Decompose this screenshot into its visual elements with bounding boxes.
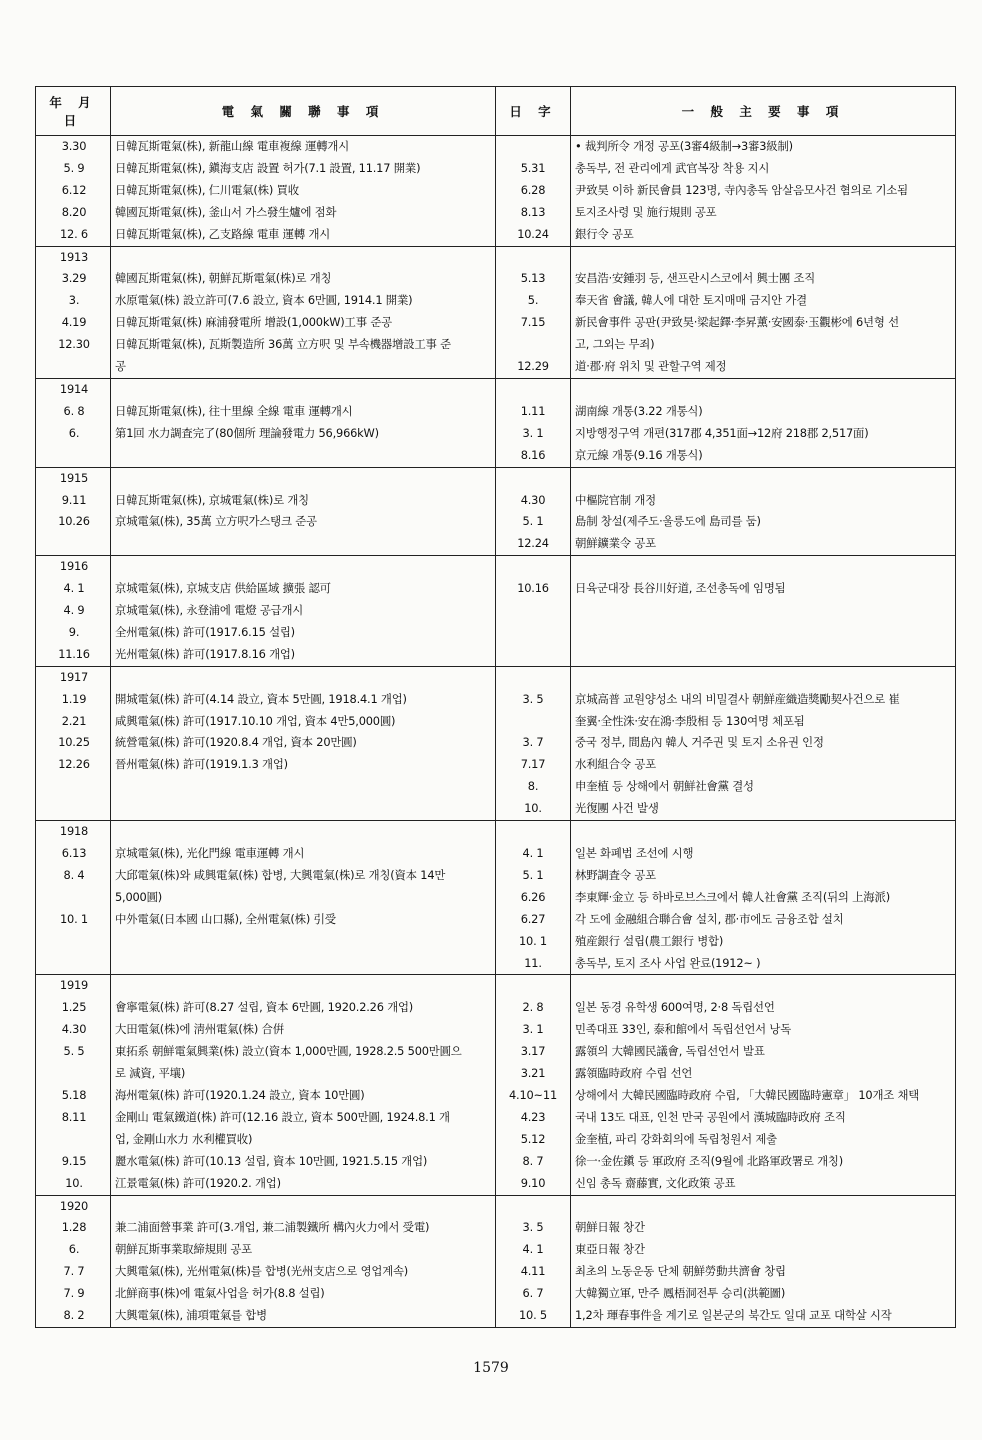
cell-date: 8.11 bbox=[36, 1107, 111, 1129]
cell-date: 8. 4 bbox=[36, 865, 111, 887]
cell-day: 6.28 bbox=[496, 180, 571, 202]
cell-electric-event: 咸興電氣(株) 許可(1917.10.10 개업, 資本 4만5,000圓) bbox=[111, 711, 496, 733]
cell-electric-event: 麗水電氣(株) 許可(10.13 설립, 資本 10만圓, 1921.5.15 개업) bbox=[111, 1151, 496, 1173]
cell-date: 3. bbox=[36, 290, 111, 312]
cell-electric-event: 韓國瓦斯電氣(株), 朝鮮瓦斯電氣(株)로 개칭 bbox=[111, 268, 496, 290]
cell-electric-event: 京城電氣(株), 35萬 立方呎가스탱크 준공 bbox=[111, 511, 496, 533]
cell-date: 5. 9 bbox=[36, 158, 111, 180]
cell-electric-event bbox=[111, 666, 496, 688]
cell-general-event bbox=[571, 467, 956, 489]
cell-electric-event: 5,000圓) bbox=[111, 887, 496, 909]
table-row bbox=[36, 1283, 956, 1305]
cell-day bbox=[496, 556, 571, 578]
cell-general-event: 新民會事件 공판(尹致昊·梁起鐸·李昇薰·安國泰·玉觀彬에 6년형 선 bbox=[571, 312, 956, 334]
table-row bbox=[36, 533, 956, 555]
cell-day bbox=[496, 666, 571, 688]
table-row bbox=[36, 290, 956, 312]
cell-date: 5. 5 bbox=[36, 1041, 111, 1063]
table-row bbox=[36, 180, 956, 202]
cell-date bbox=[36, 953, 111, 975]
cell-date: 11.16 bbox=[36, 644, 111, 666]
table-row bbox=[36, 798, 956, 820]
cell-general-event: 道·郡·府 위치 및 관할구역 제정 bbox=[571, 356, 956, 378]
cell-general-event: 林野調査令 공포 bbox=[571, 865, 956, 887]
cell-day bbox=[496, 467, 571, 489]
cell-general-event: 尹致昊 이하 新民會員 123명, 寺內총독 암살음모사건 혐의로 기소됨 bbox=[571, 180, 956, 202]
table-row bbox=[36, 754, 956, 776]
cell-electric-event bbox=[111, 556, 496, 578]
cell-electric-event: 光州電氣(株) 許可(1917.8.16 개업) bbox=[111, 644, 496, 666]
cell-date: 4.30 bbox=[36, 1019, 111, 1041]
cell-date: 10. bbox=[36, 1173, 111, 1195]
cell-general-event: 국내 13도 대표, 인천 만국 공원에서 漢城臨時政府 조직 bbox=[571, 1107, 956, 1129]
header-general-events: 一 般 主 要 事 項 bbox=[571, 87, 956, 136]
cell-date: 4. 1 bbox=[36, 578, 111, 600]
cell-day bbox=[496, 1195, 571, 1217]
table-row bbox=[36, 490, 956, 512]
table-row bbox=[36, 1195, 956, 1217]
cell-electric-event: 大田電氣(株)에 淸州電氣(株) 合倂 bbox=[111, 1019, 496, 1041]
cell-general-event: 奉天省 會議, 韓人에 대한 토지매매 금지안 가결 bbox=[571, 290, 956, 312]
cell-day: 3. 5 bbox=[496, 1217, 571, 1239]
cell-day: 3.21 bbox=[496, 1063, 571, 1085]
cell-date: 6. bbox=[36, 1239, 111, 1261]
cell-date: 1.28 bbox=[36, 1217, 111, 1239]
cell-date bbox=[36, 776, 111, 798]
cell-general-event: 安昌浩·安鍾羽 등, 샌프란시스코에서 興士團 조직 bbox=[571, 268, 956, 290]
cell-day: 6.26 bbox=[496, 887, 571, 909]
cell-date: 6.13 bbox=[36, 843, 111, 865]
cell-general-event: 신임 총독 齋藤實, 文化政策 공표 bbox=[571, 1173, 956, 1195]
table-row bbox=[36, 776, 956, 798]
cell-electric-event: 日韓瓦斯電氣(株), 京城電氣(株)로 개칭 bbox=[111, 490, 496, 512]
table-row bbox=[36, 843, 956, 865]
cell-electric-event bbox=[111, 246, 496, 268]
cell-day bbox=[496, 600, 571, 622]
table-row bbox=[36, 202, 956, 224]
cell-general-event: 京元線 개통(9.16 개통식) bbox=[571, 445, 956, 467]
cell-day: 5. bbox=[496, 290, 571, 312]
table-row bbox=[36, 224, 956, 246]
cell-day: 10.16 bbox=[496, 578, 571, 600]
chronology-table bbox=[35, 86, 956, 1328]
cell-electric-event: 大興電氣(株), 光州電氣(株)를 합병(光州支店으로 영업계속) bbox=[111, 1261, 496, 1283]
cell-day: 4.30 bbox=[496, 490, 571, 512]
cell-general-event: 島制 창설(제주도·울릉도에 島司를 둠) bbox=[571, 511, 956, 533]
cell-date: 10.25 bbox=[36, 732, 111, 754]
cell-date: 1916 bbox=[36, 556, 111, 578]
cell-date: 8.20 bbox=[36, 202, 111, 224]
table-row bbox=[36, 1239, 956, 1261]
cell-general-event: 徐一·金佐鎭 등 軍政府 조직(9월에 北路軍政署로 개칭) bbox=[571, 1151, 956, 1173]
cell-general-event bbox=[571, 821, 956, 843]
cell-electric-event: 日韓瓦斯電氣(株), 往十里線 全線 電車 運轉개시 bbox=[111, 401, 496, 423]
table-row bbox=[36, 600, 956, 622]
cell-electric-event: 업, 金剛山水力 水利權買收) bbox=[111, 1129, 496, 1151]
cell-electric-event: 海州電氣(株) 許可(1920.1.24 設立, 資本 10만圓) bbox=[111, 1085, 496, 1107]
table-row bbox=[36, 445, 956, 467]
cell-date: 1920 bbox=[36, 1195, 111, 1217]
table-row bbox=[36, 1129, 956, 1151]
cell-general-event: • 裁判所令 개정 공포(3審4級制→3審3級制) bbox=[571, 136, 956, 158]
cell-day: 2. 8 bbox=[496, 997, 571, 1019]
cell-electric-event: 東拓系 朝鮮電氣興業(株) 設立(資本 1,000만圓, 1928.2.5 500만圓으 bbox=[111, 1041, 496, 1063]
cell-date bbox=[36, 1129, 111, 1151]
cell-electric-event bbox=[111, 445, 496, 467]
cell-electric-event: 공 bbox=[111, 356, 496, 378]
cell-date bbox=[36, 798, 111, 820]
cell-date: 1919 bbox=[36, 975, 111, 997]
cell-electric-event: 日韓瓦斯電氣(株), 瓦斯製造所 36萬 立方呎 및 부속機器增設工事 준 bbox=[111, 334, 496, 356]
cell-day bbox=[496, 136, 571, 158]
cell-electric-event bbox=[111, 776, 496, 798]
cell-general-event: 殖産銀行 설립(農工銀行 병합) bbox=[571, 931, 956, 953]
cell-electric-event: 兼二浦面營事業 許可(3.개업, 兼二浦製鐵所 構內火力에서 受電) bbox=[111, 1217, 496, 1239]
cell-date: 10. 1 bbox=[36, 909, 111, 931]
cell-day bbox=[496, 711, 571, 733]
cell-date: 9.11 bbox=[36, 490, 111, 512]
cell-day bbox=[496, 378, 571, 400]
cell-day: 4. 1 bbox=[496, 843, 571, 865]
cell-date bbox=[36, 931, 111, 953]
cell-day: 4. 1 bbox=[496, 1239, 571, 1261]
table-row bbox=[36, 1019, 956, 1041]
table-row bbox=[36, 334, 956, 356]
table-row bbox=[36, 136, 956, 158]
cell-general-event: 민족대표 33인, 泰和館에서 독립선언서 낭독 bbox=[571, 1019, 956, 1041]
cell-electric-event bbox=[111, 533, 496, 555]
cell-day bbox=[496, 975, 571, 997]
cell-electric-event bbox=[111, 821, 496, 843]
cell-day: 11. bbox=[496, 953, 571, 975]
cell-date bbox=[36, 533, 111, 555]
cell-date: 12. 6 bbox=[36, 224, 111, 246]
cell-electric-event: 日韓瓦斯電氣(株), 新龍山線 電車複線 運轉개시 bbox=[111, 136, 496, 158]
cell-electric-event: 會寧電氣(株) 許可(8.27 설립, 資本 6만圓, 1920.2.26 개업) bbox=[111, 997, 496, 1019]
cell-day: 4.10~11 bbox=[496, 1085, 571, 1107]
cell-general-event: 지방행정구역 개편(317郡 4,351面→12府 218郡 2,517面) bbox=[571, 423, 956, 445]
cell-general-event: 日육군대장 長谷川好道, 조선총독에 임명됨 bbox=[571, 578, 956, 600]
cell-general-event: 토지조사령 및 施行規則 공포 bbox=[571, 202, 956, 224]
cell-general-event: 총독부, 토지 조사 사업 완료(1912~ ) bbox=[571, 953, 956, 975]
cell-general-event bbox=[571, 975, 956, 997]
table-row bbox=[36, 821, 956, 843]
table-row bbox=[36, 556, 956, 578]
table-row bbox=[36, 312, 956, 334]
cell-general-event: 일본 동경 유학생 600여명, 2·8 독립선언 bbox=[571, 997, 956, 1019]
cell-day: 8. 7 bbox=[496, 1151, 571, 1173]
cell-electric-event: 日韓瓦斯電氣(株), 乙支路線 電車 運轉 개시 bbox=[111, 224, 496, 246]
cell-day: 4.11 bbox=[496, 1261, 571, 1283]
cell-electric-event bbox=[111, 798, 496, 820]
cell-electric-event: 大邱電氣(株)와 咸興電氣(株) 합병, 大興電氣(株)로 개칭(資本 14만 bbox=[111, 865, 496, 887]
table-row bbox=[36, 997, 956, 1019]
cell-electric-event: 京城電氣(株), 永登浦에 電燈 공급개시 bbox=[111, 600, 496, 622]
cell-general-event: 金奎植, 파리 강화회의에 독립청원서 제출 bbox=[571, 1129, 956, 1151]
table-row bbox=[36, 423, 956, 445]
cell-electric-event: 晉州電氣(株) 許可(1919.1.3 개업) bbox=[111, 754, 496, 776]
cell-general-event: 中樞院官制 개정 bbox=[571, 490, 956, 512]
cell-date bbox=[36, 1063, 111, 1085]
table-row bbox=[36, 1173, 956, 1195]
table-row bbox=[36, 931, 956, 953]
cell-date: 7. 9 bbox=[36, 1283, 111, 1305]
cell-day: 12.29 bbox=[496, 356, 571, 378]
cell-electric-event: 開城電氣(株) 許可(4.14 設立, 資本 5만圓, 1918.4.1 개업) bbox=[111, 689, 496, 711]
cell-general-event bbox=[571, 666, 956, 688]
table-row bbox=[36, 622, 956, 644]
cell-date: 7. 7 bbox=[36, 1261, 111, 1283]
table-row bbox=[36, 975, 956, 997]
cell-day bbox=[496, 821, 571, 843]
cell-electric-event bbox=[111, 975, 496, 997]
cell-general-event: 최초의 노동운동 단체 朝鮮勞動共濟會 창립 bbox=[571, 1261, 956, 1283]
table-row bbox=[36, 467, 956, 489]
cell-general-event: 湖南線 개통(3.22 개통식) bbox=[571, 401, 956, 423]
cell-electric-event bbox=[111, 931, 496, 953]
cell-date: 12.30 bbox=[36, 334, 111, 356]
cell-day: 7.15 bbox=[496, 312, 571, 334]
cell-electric-event: 京城電氣(株), 京城支店 供給區域 擴張 認可 bbox=[111, 578, 496, 600]
cell-date: 1913 bbox=[36, 246, 111, 268]
cell-date: 3.29 bbox=[36, 268, 111, 290]
cell-electric-event: 日韓瓦斯電氣(株), 仁川電氣(株) 買收 bbox=[111, 180, 496, 202]
header-date: 年 月 日 bbox=[36, 87, 111, 136]
cell-general-event: 銀行令 공포 bbox=[571, 224, 956, 246]
table-row bbox=[36, 887, 956, 909]
table-row bbox=[36, 953, 956, 975]
cell-electric-event: 大興電氣(株), 浦項電氣를 합병 bbox=[111, 1305, 496, 1327]
table-row bbox=[36, 356, 956, 378]
cell-date: 1.25 bbox=[36, 997, 111, 1019]
cell-electric-event: 朝鮮瓦斯事業取締規則 공포 bbox=[111, 1239, 496, 1261]
cell-day bbox=[496, 334, 571, 356]
cell-day: 10. bbox=[496, 798, 571, 820]
cell-electric-event: 로 減資, 平壤) bbox=[111, 1063, 496, 1085]
cell-day: 10.24 bbox=[496, 224, 571, 246]
cell-date: 1918 bbox=[36, 821, 111, 843]
cell-electric-event: 水原電氣(株) 設立許可(7.6 設立, 資本 6만圓, 1914.1 開業) bbox=[111, 290, 496, 312]
cell-day: 1.11 bbox=[496, 401, 571, 423]
cell-date: 1915 bbox=[36, 467, 111, 489]
header-row bbox=[36, 87, 956, 136]
cell-day: 5.31 bbox=[496, 158, 571, 180]
cell-day bbox=[496, 622, 571, 644]
cell-day: 9.10 bbox=[496, 1173, 571, 1195]
cell-general-event: 일본 화폐법 조선에 시행 bbox=[571, 843, 956, 865]
cell-day: 3. 7 bbox=[496, 732, 571, 754]
table-row bbox=[36, 1085, 956, 1107]
cell-date bbox=[36, 887, 111, 909]
table-row bbox=[36, 158, 956, 180]
cell-day: 6.27 bbox=[496, 909, 571, 931]
table-row bbox=[36, 644, 956, 666]
cell-electric-event: 京城電氣(株), 光化門線 電車運轉 개시 bbox=[111, 843, 496, 865]
cell-day: 5.13 bbox=[496, 268, 571, 290]
table-row bbox=[36, 401, 956, 423]
cell-day: 5. 1 bbox=[496, 865, 571, 887]
cell-general-event: 朝鮮日報 창간 bbox=[571, 1217, 956, 1239]
cell-general-event: 露領의 大韓國民議會, 독립선언서 발표 bbox=[571, 1041, 956, 1063]
cell-general-event: 申奎植 등 상해에서 朝鮮社會黨 결성 bbox=[571, 776, 956, 798]
cell-general-event: 고, 그외는 무죄) bbox=[571, 334, 956, 356]
cell-date: 5.18 bbox=[36, 1085, 111, 1107]
cell-date: 3.30 bbox=[36, 136, 111, 158]
page-number: 1579 bbox=[473, 1360, 509, 1376]
cell-date: 9. bbox=[36, 622, 111, 644]
cell-date: 4. 9 bbox=[36, 600, 111, 622]
cell-date: 1914 bbox=[36, 378, 111, 400]
table-row bbox=[36, 378, 956, 400]
cell-day: 6. 7 bbox=[496, 1283, 571, 1305]
chronology-body bbox=[36, 136, 956, 1328]
cell-general-event: 1,2차 琿春事件을 계기로 일본군의 북간도 일대 교포 대학살 시작 bbox=[571, 1305, 956, 1327]
cell-day: 3. 1 bbox=[496, 423, 571, 445]
cell-general-event: 水利組合令 공포 bbox=[571, 754, 956, 776]
table-row bbox=[36, 1107, 956, 1129]
table-row bbox=[36, 1151, 956, 1173]
cell-electric-event: 北鮮商事(株)에 電氣사업을 허가(8.8 설립) bbox=[111, 1283, 496, 1305]
cell-date: 4.19 bbox=[36, 312, 111, 334]
cell-general-event bbox=[571, 622, 956, 644]
cell-electric-event bbox=[111, 378, 496, 400]
cell-general-event: 중국 정부, 間島內 韓人 거주권 및 토지 소유권 인정 bbox=[571, 732, 956, 754]
cell-date: 6. bbox=[36, 423, 111, 445]
cell-day: 10. 5 bbox=[496, 1305, 571, 1327]
table-row bbox=[36, 689, 956, 711]
cell-day: 3.17 bbox=[496, 1041, 571, 1063]
cell-general-event bbox=[571, 600, 956, 622]
cell-general-event bbox=[571, 556, 956, 578]
cell-day: 8. bbox=[496, 776, 571, 798]
table-row bbox=[36, 1261, 956, 1283]
cell-electric-event: 江景電氣(株) 許可(1920.2. 개업) bbox=[111, 1173, 496, 1195]
cell-date: 8. 2 bbox=[36, 1305, 111, 1327]
cell-electric-event: 統營電氣(株) 許可(1920.8.4 개업, 資本 20만圓) bbox=[111, 732, 496, 754]
cell-electric-event: 中外電氣(日本國 山口縣), 全州電氣(株) 引受 bbox=[111, 909, 496, 931]
cell-general-event: 총독부, 전 관리에게 武官복장 착용 지시 bbox=[571, 158, 956, 180]
cell-day: 8.16 bbox=[496, 445, 571, 467]
table-row bbox=[36, 865, 956, 887]
cell-general-event: 각 도에 金融組合聯合會 설치, 郡·市에도 금융조합 설치 bbox=[571, 909, 956, 931]
cell-electric-event: 日韓瓦斯電氣(株), 鎭海支店 設置 허가(7.1 設置, 11.17 開業) bbox=[111, 158, 496, 180]
table-row bbox=[36, 666, 956, 688]
cell-general-event: 露領臨時政府 수립 선언 bbox=[571, 1063, 956, 1085]
cell-general-event bbox=[571, 1195, 956, 1217]
cell-day: 10. 1 bbox=[496, 931, 571, 953]
cell-day: 8.13 bbox=[496, 202, 571, 224]
cell-general-event: 상해에서 大韓民國臨時政府 수립, 「大韓民國臨時憲章」 10개조 채택 bbox=[571, 1085, 956, 1107]
table-row bbox=[36, 511, 956, 533]
cell-general-event: 奎翼·全性洙·安在鴻·李殷相 등 130여명 체포됨 bbox=[571, 711, 956, 733]
table-row bbox=[36, 246, 956, 268]
cell-date bbox=[36, 445, 111, 467]
table-row bbox=[36, 1305, 956, 1327]
cell-date: 6.12 bbox=[36, 180, 111, 202]
cell-date: 2.21 bbox=[36, 711, 111, 733]
cell-general-event: 朝鮮鑛業令 공포 bbox=[571, 533, 956, 555]
cell-electric-event: 金剛山 電氣鐵道(株) 許可(12.16 設立, 資本 500만圓, 1924.8.1 개 bbox=[111, 1107, 496, 1129]
table-row bbox=[36, 268, 956, 290]
table-row bbox=[36, 732, 956, 754]
table-row bbox=[36, 1063, 956, 1085]
table-row bbox=[36, 909, 956, 931]
cell-day: 3. 1 bbox=[496, 1019, 571, 1041]
cell-date: 12.26 bbox=[36, 754, 111, 776]
header-day: 日 字 bbox=[496, 87, 571, 136]
cell-day: 7.17 bbox=[496, 754, 571, 776]
cell-general-event: 大韓獨立軍, 만주 鳳梧洞전투 승리(洪範圖) bbox=[571, 1283, 956, 1305]
cell-electric-event bbox=[111, 1195, 496, 1217]
cell-general-event: 李東輝·金立 등 하바로브스크에서 韓人社會黨 조직(뒤의 上海派) bbox=[571, 887, 956, 909]
cell-date bbox=[36, 356, 111, 378]
cell-day: 5. 1 bbox=[496, 511, 571, 533]
table-row bbox=[36, 711, 956, 733]
cell-day: 12.24 bbox=[496, 533, 571, 555]
table-row bbox=[36, 578, 956, 600]
cell-date: 6. 8 bbox=[36, 401, 111, 423]
cell-day: 4.23 bbox=[496, 1107, 571, 1129]
cell-electric-event bbox=[111, 467, 496, 489]
cell-date: 1.19 bbox=[36, 689, 111, 711]
cell-date: 1917 bbox=[36, 666, 111, 688]
cell-electric-event bbox=[111, 953, 496, 975]
cell-general-event bbox=[571, 246, 956, 268]
cell-electric-event: 日韓瓦斯電氣(株) 麻浦發電所 增設(1,000kW)工事 준공 bbox=[111, 312, 496, 334]
header-electric-events: 電 氣 關 聯 事 項 bbox=[111, 87, 496, 136]
cell-day bbox=[496, 644, 571, 666]
table-row bbox=[36, 1217, 956, 1239]
cell-day: 5.12 bbox=[496, 1129, 571, 1151]
cell-day bbox=[496, 246, 571, 268]
cell-electric-event: 全州電氣(株) 許可(1917.6.15 설립) bbox=[111, 622, 496, 644]
cell-general-event: 東亞日報 창간 bbox=[571, 1239, 956, 1261]
cell-date: 10.26 bbox=[36, 511, 111, 533]
cell-general-event bbox=[571, 378, 956, 400]
table-row bbox=[36, 1041, 956, 1063]
cell-general-event: 京城高普 교원양성소 내의 비밀결사 朝鮮産織造獎勵契사건으로 崔 bbox=[571, 689, 956, 711]
cell-date: 9.15 bbox=[36, 1151, 111, 1173]
cell-electric-event: 第1回 水力調査完了(80個所 理論發電力 56,966kW) bbox=[111, 423, 496, 445]
cell-general-event bbox=[571, 644, 956, 666]
cell-day: 3. 5 bbox=[496, 689, 571, 711]
cell-general-event: 光復團 사건 발생 bbox=[571, 798, 956, 820]
cell-electric-event: 韓國瓦斯電氣(株), 釜山서 가스發生爐에 점화 bbox=[111, 202, 496, 224]
